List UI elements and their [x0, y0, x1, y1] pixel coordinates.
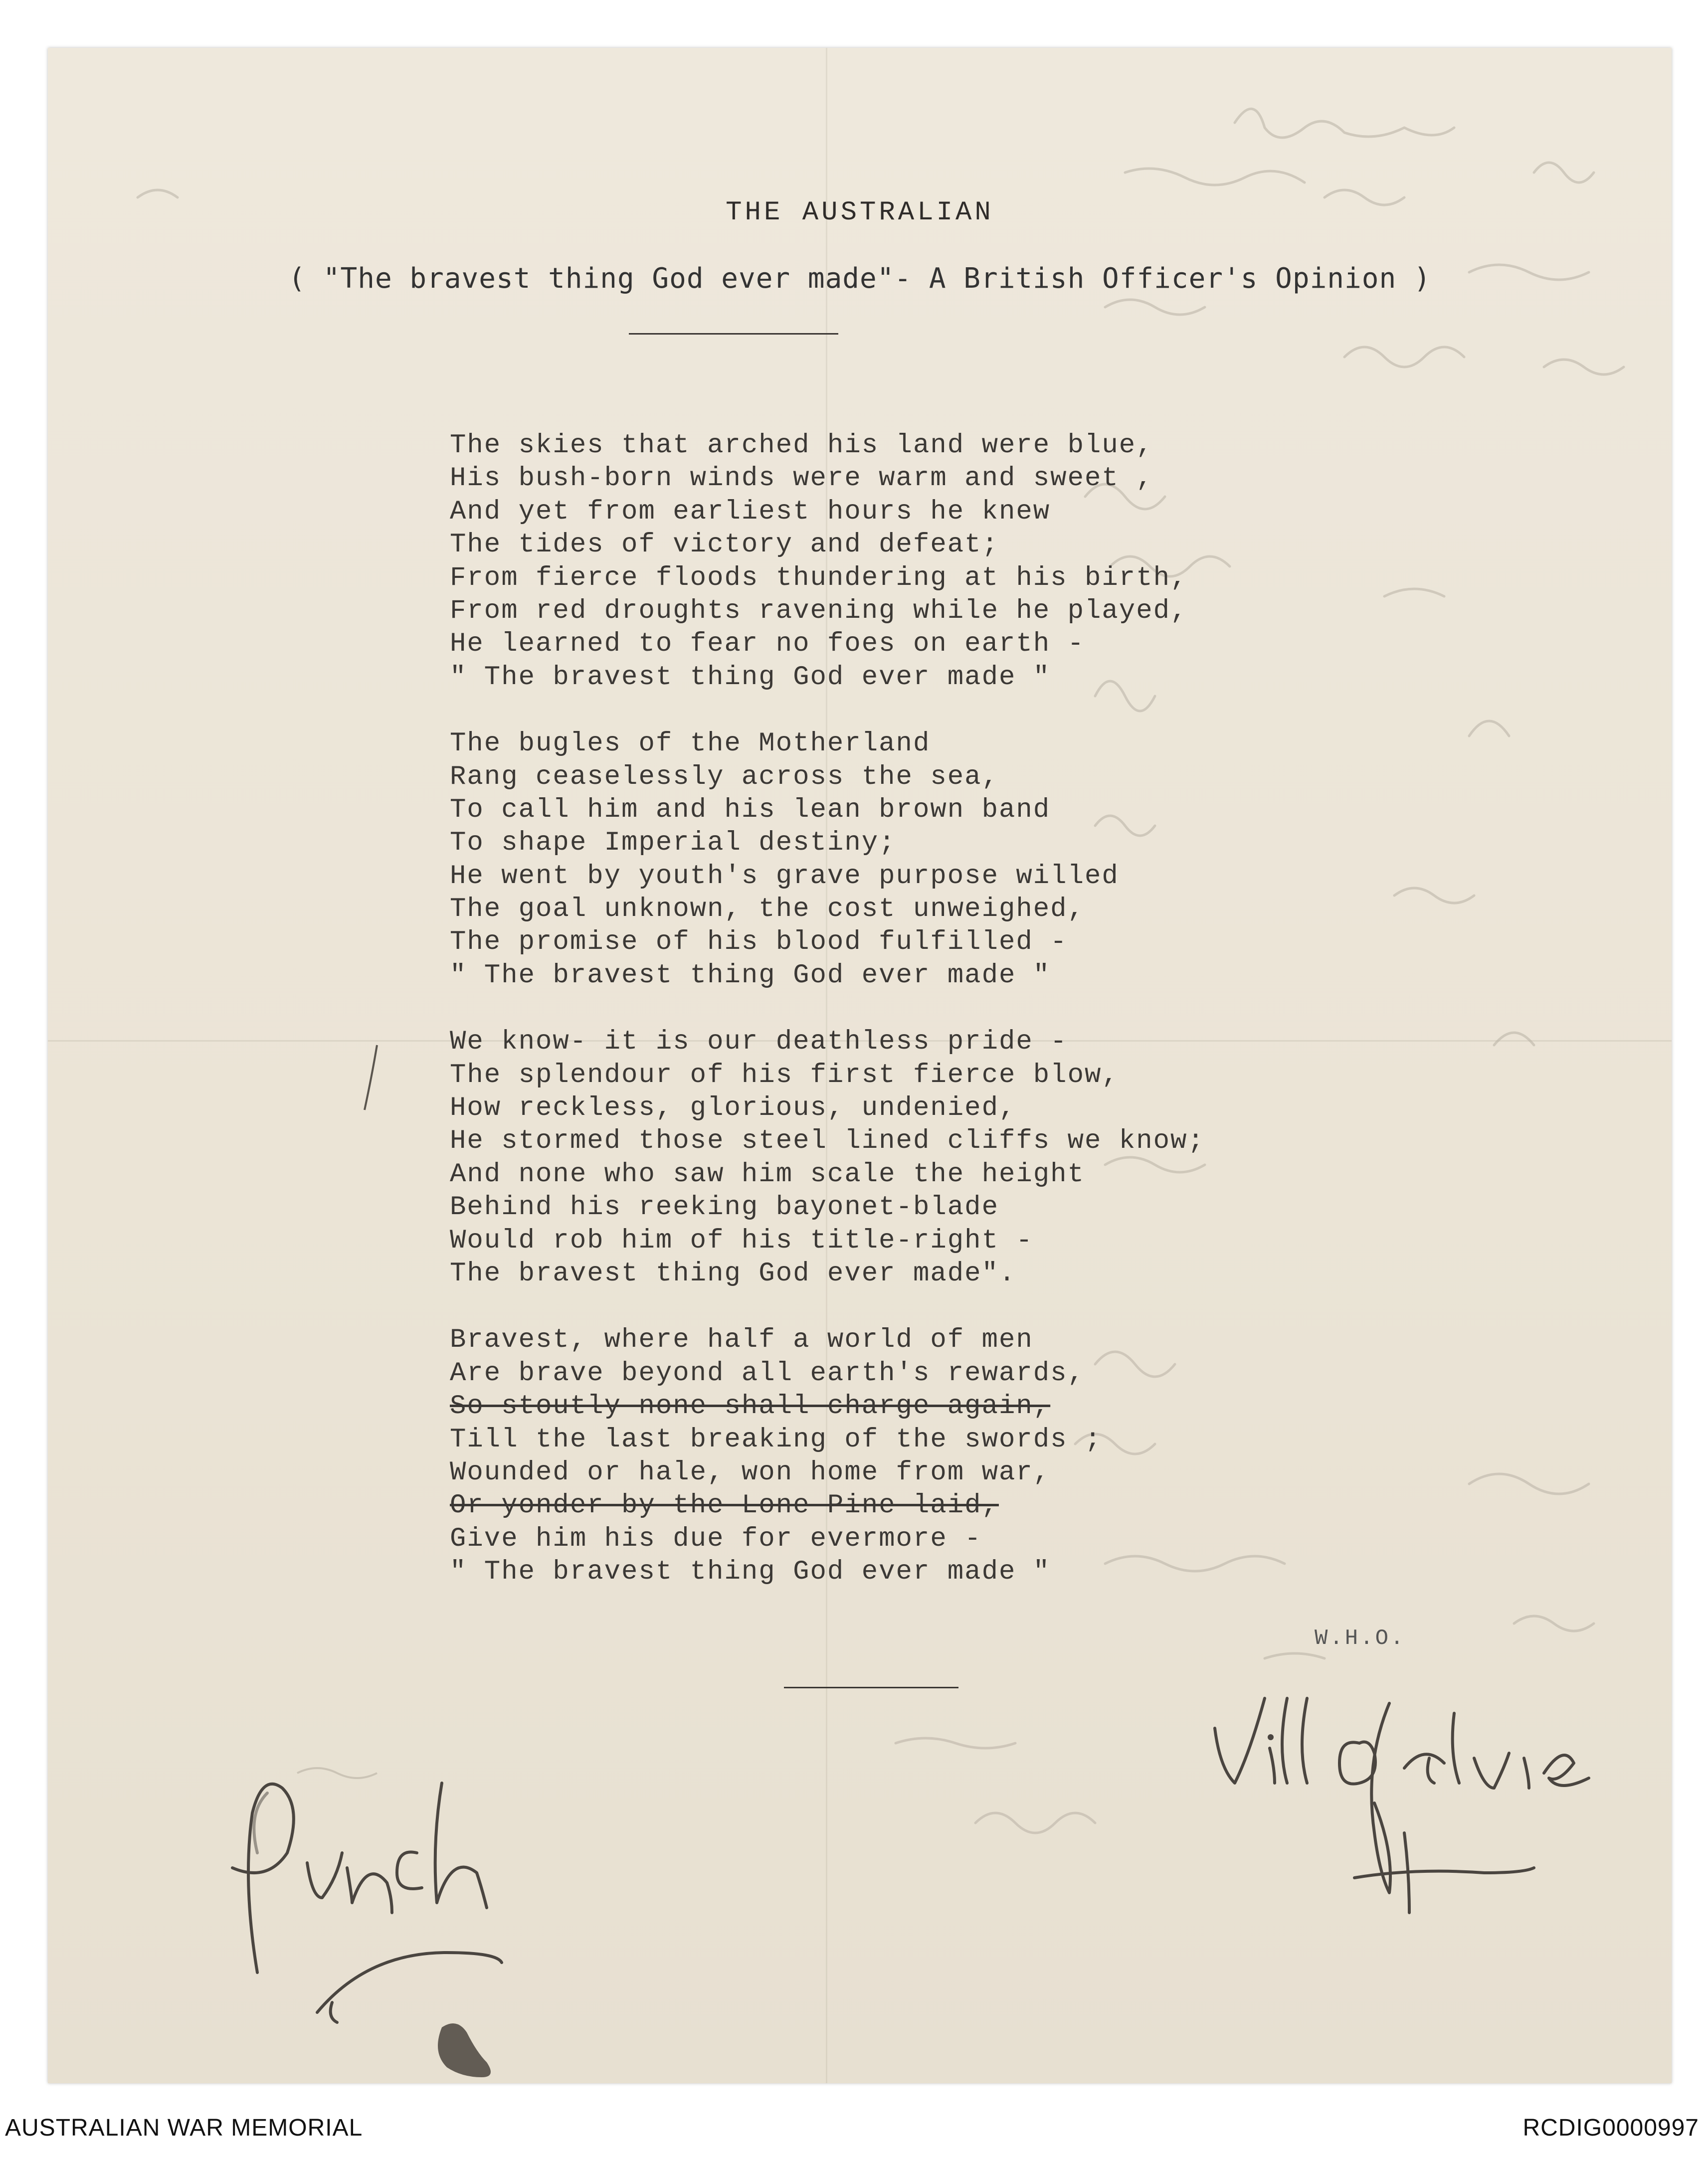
poem-line: The tides of victory and defeat; [450, 530, 999, 560]
poem-line: Would rob him of his title-right - [450, 1225, 1033, 1256]
poem-line: Or yonder by the Lone Pine laid, [450, 1490, 999, 1521]
poem-stanza [450, 1324, 1447, 1589]
poem-line: From fierce floods thundering at his birth, [450, 562, 1188, 593]
poem-line: How reckless, glorious, undenied, [450, 1093, 1016, 1124]
poem-line: To shape Imperial destiny; [450, 828, 896, 859]
poem-line: " The bravest thing God ever made " [450, 1557, 1051, 1588]
poem-line: " The bravest thing God ever made " [450, 960, 1051, 991]
footer-source: AUSTRALIAN WAR MEMORIAL [5, 2115, 363, 2141]
poem-line: The bugles of the Motherland [450, 728, 931, 759]
poem-line: From red droughts ravening while he played, [450, 595, 1188, 626]
document-sheet [48, 48, 1672, 2083]
ink-blot [422, 2017, 502, 2082]
poem-line: He learned to fear no foes on earth - [450, 629, 1085, 660]
poem-line: Till the last breaking of the swords ; [450, 1424, 1102, 1455]
poem-line: Behind his reeking bayonet-blade [450, 1192, 999, 1223]
poem-line: He went by youth's grave purpose willed [450, 861, 1119, 892]
poem-line: And none who saw him scale the height [450, 1159, 1085, 1190]
poem-line: He stormed those steel lined cliffs we know; [450, 1126, 1205, 1157]
closing-divider [784, 1687, 958, 1688]
poem-line: The bravest thing God ever made". [450, 1258, 1016, 1289]
poem-line: The promise of his blood fulfilled - [450, 927, 1068, 958]
poem-stanza [450, 727, 1447, 992]
signature-punch [197, 1753, 606, 2062]
poem-line: So stoutly none shall charge again, [450, 1391, 1051, 1422]
document-title: THE AUSTRALIAN [726, 197, 994, 228]
poem [450, 429, 1447, 1622]
poem-line: To call him and his lean brown band [450, 794, 1051, 825]
poem-line: The splendour of his first fierce blow, [450, 1060, 1119, 1090]
title-divider [629, 333, 838, 335]
poem-line: " The bravest thing God ever made " [450, 662, 1051, 693]
poem-line: Wounded or hale, won home from war, [450, 1457, 1051, 1488]
poem-stanza [450, 429, 1447, 694]
poem-line: The goal unknown, the cost unweighed, [450, 894, 1085, 925]
poem-line: We know- it is our deathless pride - [450, 1027, 1068, 1058]
footer-id: RCDIG0000997 [1522, 2115, 1699, 2141]
poem-line: The skies that arched his land were blue, [450, 430, 1153, 461]
pen-mark [357, 1040, 387, 1120]
poem-line: Are brave beyond all earth's rewards, [450, 1358, 1085, 1389]
poem-line: And yet from earliest hours he knew [450, 496, 1051, 527]
poem-line: Rang ceaselessly across the sea, [450, 761, 999, 792]
poem-line: Give him his due for evermore - [450, 1523, 982, 1554]
initials: W.H.O. [1315, 1626, 1406, 1651]
poem-line: Bravest, where half a world of men [450, 1325, 1033, 1356]
signature-will-ogilvie [1195, 1683, 1644, 1933]
poem-line: His bush-born winds were warm and sweet , [450, 463, 1153, 494]
document-subtitle: ( "The bravest thing God ever made"- A British Officer's Opinion ) [288, 262, 1431, 295]
poem-stanza [450, 1026, 1447, 1290]
